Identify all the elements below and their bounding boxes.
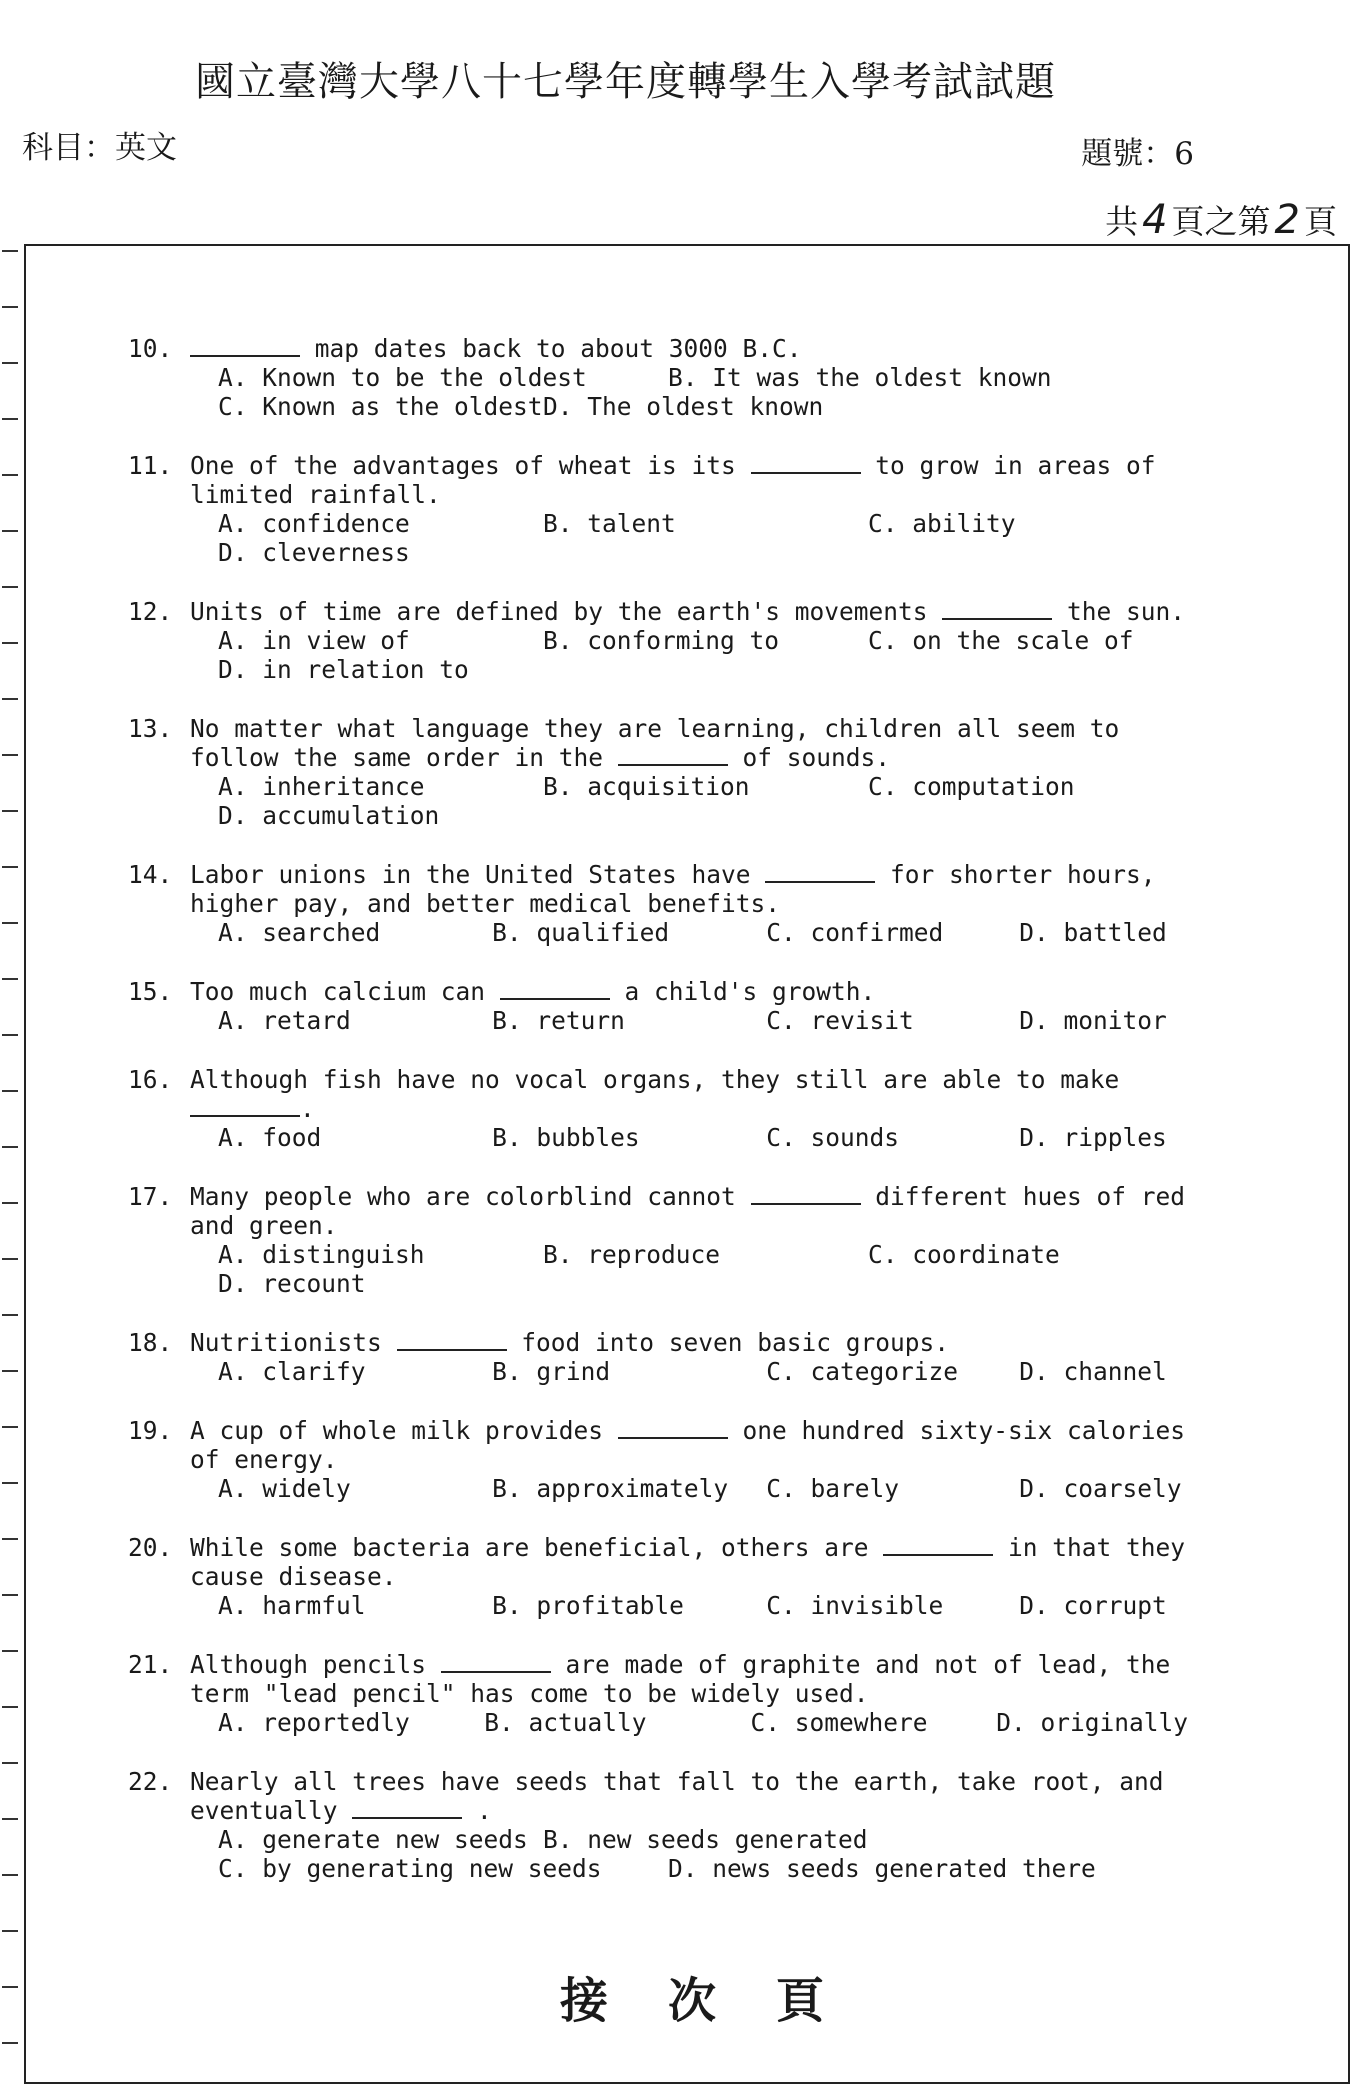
margin-tick — [2, 1202, 18, 1204]
question-item — [128, 1065, 1188, 1152]
question-stem — [128, 334, 1188, 363]
question-text — [190, 1328, 1188, 1357]
answer-choice: A. food — [218, 1123, 322, 1152]
margin-tick — [2, 1762, 18, 1764]
question-text-after: the sun. — [1052, 597, 1186, 626]
choice-list — [218, 918, 1188, 947]
question-text — [190, 977, 1188, 1006]
margin-tick — [2, 250, 18, 252]
choice-list — [218, 626, 1188, 684]
margin-tick — [2, 1930, 18, 1932]
question-text-after: . — [300, 1094, 315, 1123]
answer-choice: D. battled — [1019, 918, 1167, 947]
answer-choice: C. revisit — [766, 1006, 914, 1035]
answer-choice: A. harmful — [218, 1591, 366, 1620]
answer-blank — [397, 1329, 507, 1351]
answer-choice: C. computation — [868, 772, 1075, 801]
margin-tick — [2, 1818, 18, 1820]
question-text-before: Units of time are defined by the earth's movements — [190, 597, 943, 626]
answer-choice: A. widely — [218, 1474, 351, 1503]
answer-choice: A. retard — [218, 1006, 351, 1035]
choice-list — [218, 1006, 1188, 1035]
answer-choice: D. corrupt — [1019, 1591, 1167, 1620]
answer-choice: C. categorize — [766, 1357, 959, 1386]
margin-tick — [2, 306, 18, 308]
choice-row — [218, 1474, 1188, 1503]
question-number: 13. — [128, 714, 173, 743]
choice-row — [218, 1825, 1188, 1854]
page-current: 2 — [1274, 197, 1300, 243]
choice-row — [218, 1123, 1188, 1152]
choice-list — [218, 1708, 1188, 1737]
question-item — [128, 334, 1188, 421]
answer-choice: B. actually — [484, 1708, 647, 1737]
question-item — [128, 714, 1188, 830]
margin-tick — [2, 362, 18, 364]
answer-choice: D. originally — [996, 1708, 1188, 1737]
answer-blank — [352, 1797, 462, 1819]
choice-list — [218, 772, 1188, 830]
choice-list — [218, 1357, 1188, 1386]
question-text-after: different hues of red and green. — [190, 1182, 1186, 1240]
question-text — [190, 860, 1188, 918]
question-text-after: . — [462, 1796, 492, 1825]
question-stem — [128, 1065, 1188, 1123]
margin-tick — [2, 1314, 18, 1316]
choice-row — [218, 392, 1188, 421]
exam-title: 國立臺灣大學八十七學年度轉學生入學考試試題 — [195, 59, 1056, 105]
answer-choice: A. searched — [218, 918, 381, 947]
margin-tick — [2, 586, 18, 588]
margin-tick — [2, 474, 18, 476]
margin-tick — [2, 810, 18, 812]
margin-tick — [2, 1986, 18, 1988]
answer-choice: D. ripples — [1019, 1123, 1167, 1152]
choice-row — [218, 918, 1188, 947]
question-number: 21. — [128, 1650, 173, 1679]
question-stem — [128, 1328, 1188, 1357]
answer-choice: B. conforming to — [543, 626, 780, 655]
question-text-after: of sounds. — [727, 743, 891, 772]
answer-choice: D. The oldest known — [543, 392, 824, 421]
question-stem — [128, 860, 1188, 918]
question-number: 17. — [128, 1182, 173, 1211]
answer-choice: B. acquisition — [543, 772, 750, 801]
question-text-before: Nearly all trees have seeds that fall to the earth, take root, and eventually — [190, 1767, 1164, 1825]
answer-choice: D. news seeds generated there — [668, 1854, 1096, 1883]
choice-row — [218, 1591, 1188, 1620]
question-text — [190, 1416, 1188, 1474]
margin-tick — [2, 642, 18, 644]
question-stem — [128, 597, 1188, 626]
margin-tick — [2, 1650, 18, 1652]
question-text — [190, 597, 1188, 626]
page-suffix: 頁 — [1304, 202, 1337, 241]
question-text — [190, 1650, 1188, 1708]
question-stem — [128, 714, 1188, 772]
choice-row — [218, 1357, 1188, 1386]
answer-choice: D. cleverness — [218, 538, 410, 567]
margin-tick — [2, 1034, 18, 1036]
question-text-after: food into seven basic groups. — [506, 1328, 950, 1357]
choice-row — [218, 1240, 1188, 1269]
answer-blank — [618, 744, 728, 766]
question-number: 19. — [128, 1416, 173, 1445]
question-text-after: one hundred sixty-six calories of energy. — [190, 1416, 1186, 1474]
choice-row — [218, 1269, 1188, 1298]
answer-choice: A. clarify — [218, 1357, 366, 1386]
answer-choice: D. monitor — [1019, 1006, 1167, 1035]
answer-blank — [190, 1095, 300, 1117]
margin-tick — [2, 978, 18, 980]
answer-blank — [883, 1534, 993, 1556]
answer-choice: C. by generating new seeds — [218, 1854, 602, 1883]
margin-tick — [2, 1426, 18, 1428]
question-number: 12. — [128, 597, 173, 626]
answer-choice: C. barely — [766, 1474, 900, 1503]
margin-tick — [2, 922, 18, 924]
question-stem — [128, 977, 1188, 1006]
margin-tick — [2, 866, 18, 868]
page-indicator — [1105, 196, 1337, 243]
choice-row — [218, 655, 1188, 684]
margin-tick — [2, 1370, 18, 1372]
answer-choice: A. generate new seeds — [218, 1825, 528, 1854]
question-text-before: Although fish have no vocal organs, they still are able to make — [190, 1065, 1120, 1094]
question-text-before: Nutritionists — [190, 1328, 397, 1357]
question-text-before: No matter what language they are learning, children all seem to follow the same order in the — [190, 714, 1120, 772]
question-text-after: map dates back to about 3000 B.C. — [300, 334, 802, 363]
question-item — [128, 1416, 1188, 1503]
margin-tick — [2, 530, 18, 532]
question-text-before: Too much calcium can — [190, 977, 500, 1006]
question-item — [128, 1533, 1188, 1620]
answer-choice: D. accumulation — [218, 801, 440, 830]
question-item — [128, 1767, 1188, 1883]
margin-tick — [2, 1258, 18, 1260]
answer-blank — [618, 1417, 728, 1439]
choice-list — [218, 1591, 1188, 1620]
question-text — [190, 1065, 1188, 1123]
margin-tick — [2, 1594, 18, 1596]
question-number: 15. — [128, 977, 173, 1006]
answer-choice: B. approximately — [492, 1474, 729, 1503]
question-number: 22. — [128, 1767, 173, 1796]
choice-list — [218, 1474, 1188, 1503]
answer-choice: A. distinguish — [218, 1240, 425, 1269]
answer-choice: A. confidence — [218, 509, 410, 538]
choice-row — [218, 1006, 1188, 1035]
answer-choice: A. inheritance — [218, 772, 425, 801]
answer-choice: D. recount — [218, 1269, 366, 1298]
question-number: 14. — [128, 860, 173, 889]
choice-row — [218, 1708, 1188, 1737]
margin-tick — [2, 754, 18, 756]
choice-row — [218, 538, 1188, 567]
page-prefix: 共 — [1105, 202, 1139, 241]
question-item — [128, 1650, 1188, 1737]
answer-choice: B. new seeds generated — [543, 1825, 868, 1854]
page-total: 4 — [1142, 197, 1168, 243]
margin-tick — [2, 1146, 18, 1148]
question-text-after: are made of graphite and not of lead, the term "lead pencil" has come to be widely used. — [190, 1650, 1171, 1708]
answer-choice: C. sounds — [766, 1123, 900, 1152]
choice-row — [218, 626, 1188, 655]
question-text-before: Many people who are colorblind cannot — [190, 1182, 751, 1211]
question-stem — [128, 1650, 1188, 1708]
answer-choice: D. coarsely — [1019, 1474, 1182, 1503]
question-text-before: Although pencils — [190, 1650, 441, 1679]
question-item — [128, 597, 1188, 684]
question-stem — [128, 1416, 1188, 1474]
answer-choice: A. in view of — [218, 626, 410, 655]
answer-choice: D. in relation to — [218, 655, 469, 684]
margin-tick — [2, 1874, 18, 1876]
choice-row — [218, 363, 1188, 392]
question-item — [128, 1328, 1188, 1386]
question-stem — [128, 1533, 1188, 1591]
answer-choice: B. talent — [543, 509, 676, 538]
choice-list — [218, 363, 1188, 421]
choice-list — [218, 1123, 1188, 1152]
question-stem — [128, 451, 1188, 509]
margin-tick — [2, 1538, 18, 1540]
answer-blank — [751, 1183, 861, 1205]
question-text — [190, 1533, 1188, 1591]
answer-choice: C. somewhere — [750, 1708, 928, 1737]
question-text-after: to grow in areas of limited rainfall. — [190, 451, 1156, 509]
question-text-before: One of the advantages of wheat is its — [190, 451, 751, 480]
question-number: 20. — [128, 1533, 173, 1562]
page-middle: 頁之第 — [1171, 202, 1271, 241]
answer-choice: D. channel — [1019, 1357, 1167, 1386]
margin-tick — [2, 418, 18, 420]
answer-choice: B. reproduce — [543, 1240, 721, 1269]
answer-blank — [190, 335, 300, 357]
margin-ticks — [0, 240, 20, 2090]
question-stem — [128, 1767, 1188, 1825]
answer-blank — [500, 978, 610, 1000]
answer-blank — [751, 452, 861, 474]
question-text-before: A cup of whole milk provides — [190, 1416, 618, 1445]
margin-tick — [2, 2042, 18, 2044]
question-number: 16. — [128, 1065, 173, 1094]
question-text-after: in that they cause disease. — [190, 1533, 1186, 1591]
answer-choice: C. ability — [868, 509, 1016, 538]
answer-choice: B. bubbles — [492, 1123, 640, 1152]
question-number: 18. — [128, 1328, 173, 1357]
question-item — [128, 1182, 1188, 1298]
choice-list — [218, 1825, 1188, 1883]
choice-row — [218, 509, 1188, 538]
subject-label: 科目：英文 — [22, 130, 177, 166]
question-text — [190, 1767, 1188, 1825]
answer-blank — [765, 861, 875, 883]
question-number-label: 題號：6 — [1081, 136, 1194, 172]
margin-tick — [2, 1482, 18, 1484]
choice-row — [218, 1854, 1188, 1883]
choice-row — [218, 801, 1188, 830]
question-number: 10. — [128, 334, 173, 363]
answer-choice: C. on the scale of — [868, 626, 1134, 655]
choice-list — [218, 509, 1188, 567]
answer-blank — [441, 1651, 551, 1673]
choice-list — [218, 1240, 1188, 1298]
question-text — [190, 451, 1188, 509]
question-text — [190, 714, 1188, 772]
question-item — [128, 860, 1188, 947]
margin-tick — [2, 698, 18, 700]
answer-choice: A. Known to be the oldest — [218, 363, 587, 392]
question-text-before: While some bacteria are beneficial, others are — [190, 1533, 884, 1562]
question-list — [128, 334, 1188, 1913]
question-text-after: a child's growth. — [609, 977, 876, 1006]
answer-blank — [942, 598, 1052, 620]
answer-choice: B. qualified — [492, 918, 670, 947]
question-text-before: Labor unions in the United States have — [190, 860, 766, 889]
answer-choice: C. invisible — [766, 1591, 944, 1620]
answer-choice: C. confirmed — [766, 918, 944, 947]
question-text — [190, 1182, 1188, 1240]
answer-choice: B. return — [492, 1006, 625, 1035]
margin-tick — [2, 1090, 18, 1092]
answer-choice: B. It was the oldest known — [668, 363, 1052, 392]
margin-tick — [2, 1706, 18, 1708]
continue-next-page: 接次頁 — [560, 1973, 885, 2029]
question-item — [128, 451, 1188, 567]
answer-choice: A. reportedly — [218, 1708, 410, 1737]
question-text-after: for shorter hours, higher pay, and better medical benefits. — [190, 860, 1156, 918]
question-item — [128, 977, 1188, 1035]
answer-choice: B. profitable — [492, 1591, 684, 1620]
answer-choice: C. Known as the oldest — [218, 392, 543, 421]
answer-choice: C. coordinate — [868, 1240, 1060, 1269]
question-text — [190, 334, 1188, 363]
question-number: 11. — [128, 451, 173, 480]
choice-row — [218, 772, 1188, 801]
answer-choice: B. grind — [492, 1357, 611, 1386]
question-stem — [128, 1182, 1188, 1240]
